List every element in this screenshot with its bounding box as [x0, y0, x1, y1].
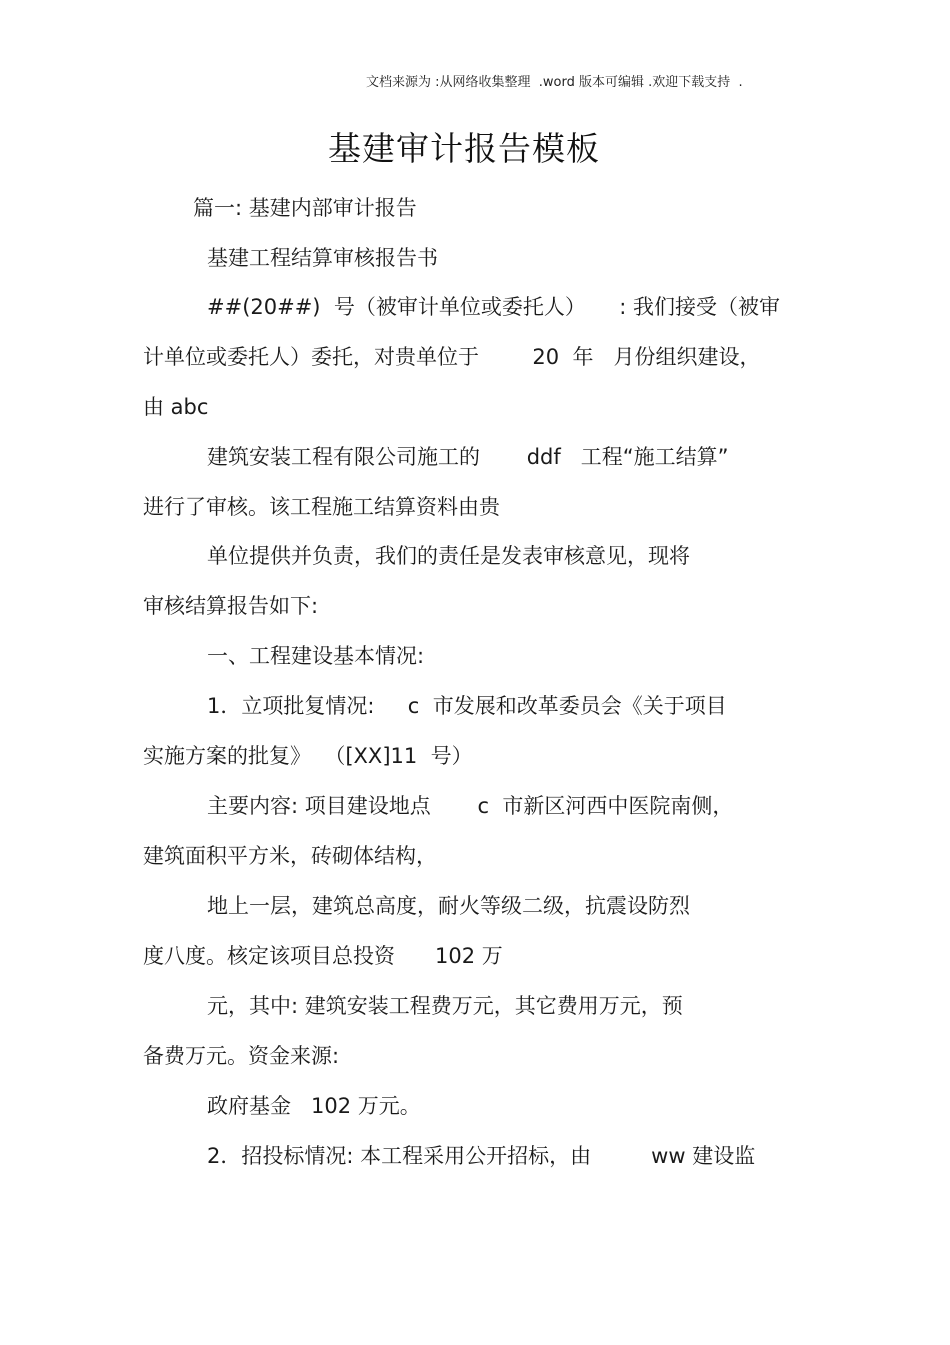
section-heading: 篇一: 基建内部审计报告: [193, 196, 417, 220]
paragraph-line: 政府基金 102 万元。: [207, 1094, 421, 1118]
paragraph-line: 一、工程建设基本情况:: [207, 644, 425, 668]
header-note: 文档来源为 :从网络收集整理 .word 版本可编辑 .欢迎下载支持 .: [366, 75, 743, 90]
paragraph-line: 实施方案的批复》 （[XX]11 号）: [143, 744, 473, 768]
paragraph-line: 度八度。核定该项目总投资 102 万: [143, 944, 503, 968]
paragraph-line: 备费万元。资金来源:: [143, 1044, 340, 1068]
paragraph-line: 建筑面积平方米，砖砌体结构，: [143, 844, 437, 868]
paragraph-line: 元，其中: 建筑安装工程费万元，其它费用万元，预: [207, 994, 683, 1018]
page-title: 基建审计报告模板: [328, 129, 600, 168]
paragraph-line: ##(20##) 号（被审计单位或委托人） : 我们接受（被审: [207, 295, 780, 319]
paragraph-line: 进行了审核。该工程施工结算资料由贵: [143, 495, 500, 519]
paragraph-line: 地上一层，建筑总高度，耐火等级二级，抗震设防烈: [207, 894, 690, 918]
paragraph-line: 审核结算报告如下:: [143, 594, 319, 618]
paragraph-line: 单位提供并负责，我们的责任是发表审核意见，现将: [207, 544, 690, 568]
paragraph-line: 基建工程结算审核报告书: [207, 246, 438, 270]
paragraph-line: 建筑安装工程有限公司施工的 ddf 工程“施工结算”: [207, 445, 729, 469]
paragraph-line: 由 abc: [143, 395, 209, 419]
paragraph-line: 计单位或委托人）委托，对贵单位于 20 年 月份组织建设，: [143, 345, 761, 369]
paragraph-line: 主要内容: 项目建设地点 c 市新区河西中医院南侧，: [207, 794, 734, 818]
paragraph-line: 1．立项批复情况: c 市发展和改革委员会《关于项目: [207, 694, 727, 718]
paragraph-line: 2．招投标情况: 本工程采用公开招标，由 ww 建设监: [207, 1144, 756, 1168]
